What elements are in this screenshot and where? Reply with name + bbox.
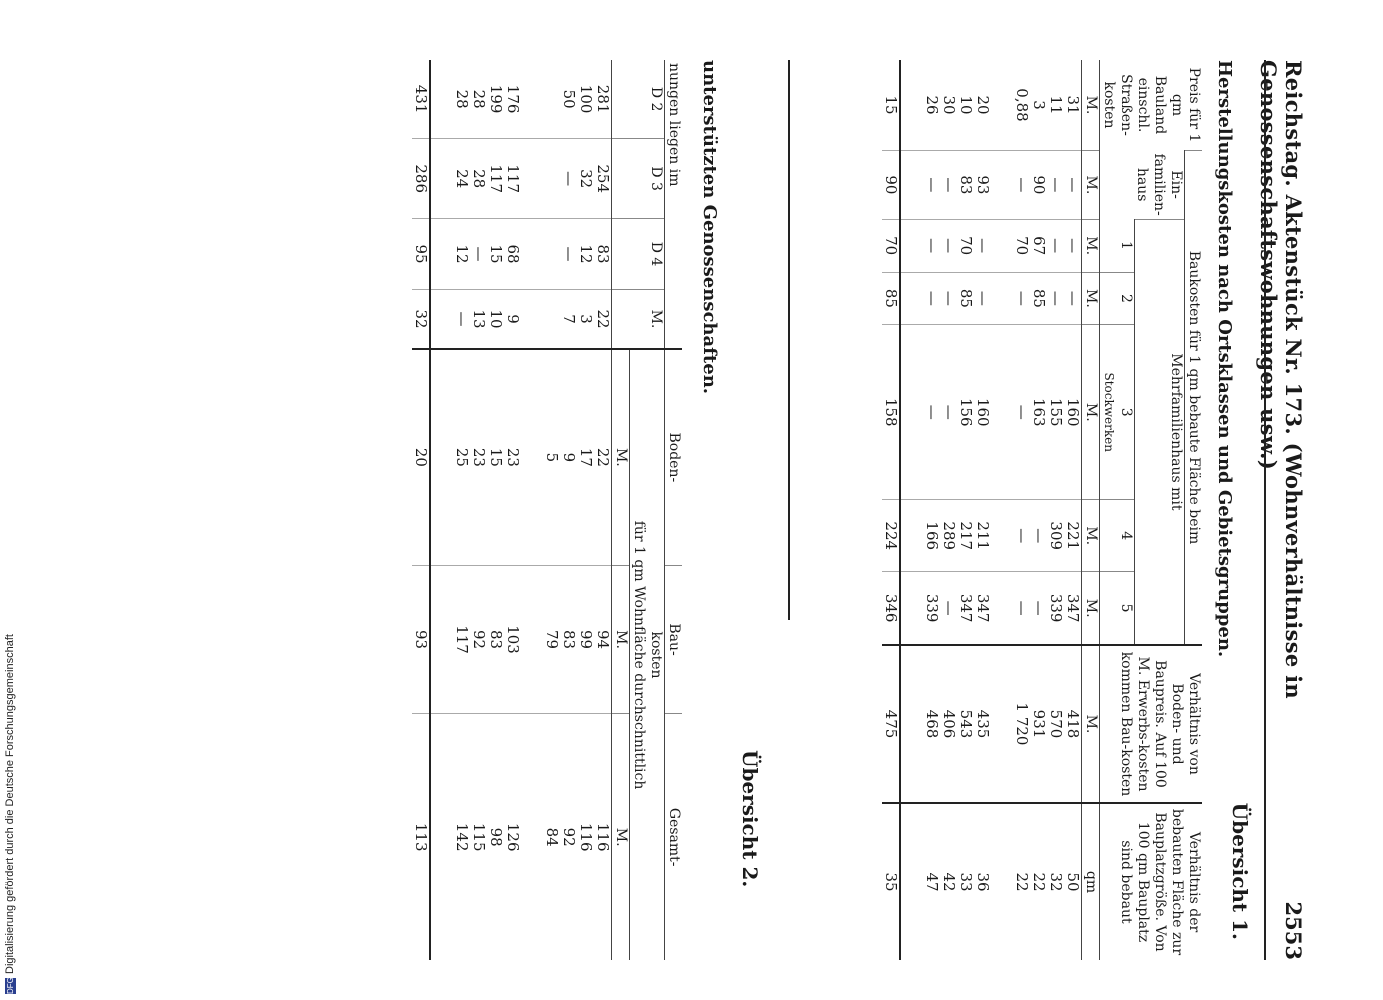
ov1-value: 42 [940, 872, 958, 892]
ov1-value: 67 [1030, 236, 1048, 256]
ov1-cell-f5 [882, 572, 900, 645]
ov2-value: 28 [453, 89, 471, 109]
ov2-group-row [412, 60, 430, 960]
ov2-cell-d3 [430, 139, 521, 219]
ov1-cell-price [882, 60, 900, 151]
col-floor-4: 4 [1100, 500, 1135, 572]
ov1-value: 289 [940, 521, 958, 551]
col-build-header: Bau- [665, 565, 683, 714]
ov1-cell-ratio [900, 645, 991, 803]
ov1-cell-price [991, 60, 1082, 151]
ov2-value: 126 [504, 822, 522, 852]
ov2-value: 23 [470, 447, 488, 467]
ov1-value: 22 [1013, 872, 1031, 892]
ov2-value: 9 [504, 314, 522, 324]
ov1-cell-f1 [991, 219, 1082, 272]
running-header [1256, 60, 1310, 960]
unit-price: M. [1082, 60, 1100, 151]
ov1-value: — [1064, 290, 1082, 306]
col-multi-family-header [1135, 219, 1185, 645]
ov2-cell-total [412, 714, 430, 960]
unit-single: M. [1082, 151, 1100, 220]
ov1-value: — [940, 290, 958, 306]
ov1-value: 20 [974, 95, 992, 115]
ov1-value: 22 [1030, 872, 1048, 892]
unit-total: M. [612, 714, 630, 960]
credit-text: Digitalisierung gefördert durch die Deutsche Forschungsgemeinschaft [4, 634, 16, 974]
col-price-header: Preis für 1 qm Bauland einschl. Straßen-kosten [1100, 60, 1203, 151]
ov1-cell-built [991, 803, 1082, 960]
ov1-value: 31 [1064, 95, 1082, 115]
ov2-value: 24 [453, 169, 471, 189]
ov1-cell-price [900, 60, 991, 151]
ov1-value: — [940, 600, 958, 616]
ov1-value: 163 [1030, 397, 1048, 427]
ov1-value: — [1047, 177, 1065, 193]
ov2-value: 5 [543, 452, 561, 463]
ov1-value: 406 [940, 709, 958, 739]
col-floor-3: 3 Stockwerken [1100, 325, 1135, 500]
ov2-value: 50 [560, 89, 578, 109]
ov2-value: 83 [560, 629, 578, 650]
ov2-cell-d2 [412, 60, 430, 139]
ov2-cell-d4 [430, 219, 521, 290]
ov2-cell-d4 [412, 219, 430, 290]
ov2-value: 92 [560, 827, 578, 847]
costs-label: kosten [648, 631, 664, 679]
ov2-value: 115 [470, 822, 488, 852]
ov1-cell-single [991, 151, 1082, 220]
col-lie-in-header: nungen liegen im [665, 60, 683, 349]
unit-f4: M. [1082, 500, 1100, 572]
ov1-value: — [923, 238, 941, 254]
rotated-page-content [130, 60, 1310, 960]
ov2-cell-m [412, 289, 430, 349]
unit-built: qm [1082, 803, 1100, 960]
ov2-value: 117 [453, 625, 471, 654]
ov1-value: — [940, 404, 958, 420]
ov1-value: — [923, 404, 941, 420]
ov1-value: 85 [882, 288, 900, 308]
ov1-value: 32 [1047, 872, 1065, 892]
page-number: 2553 [1281, 901, 1306, 960]
ov1-value: 70 [1013, 236, 1031, 256]
ov1-value: 70 [957, 236, 975, 256]
ov1-cell-f4 [991, 500, 1082, 572]
ov1-group-row [882, 60, 900, 960]
ov2-value: 286 [412, 164, 430, 193]
ov1-group-row [991, 60, 1082, 960]
ov1-cell-f1 [882, 219, 900, 272]
ov1-value: 85 [1030, 288, 1048, 308]
ov1-value: 90 [1030, 175, 1048, 195]
overview2-body [412, 60, 612, 960]
ov1-value: 10 [957, 95, 975, 115]
col-floor-2: 2 [1100, 272, 1135, 325]
ov1-value: 156 [957, 397, 975, 427]
ov2-value: 176 [504, 84, 522, 114]
ov1-value: 217 [957, 521, 975, 551]
unit-f3: M. [1082, 325, 1100, 500]
ov2-value: 10 [487, 309, 505, 329]
ov2-cell-build [521, 565, 612, 714]
ov1-value: — [1013, 177, 1031, 193]
overview2-table [412, 60, 682, 960]
ov2-cell-d2 [521, 60, 612, 139]
ov2-value: 100 [577, 84, 595, 114]
ov1-value: — [1047, 238, 1065, 254]
ov1-value: 3 [1030, 100, 1048, 110]
ov1-value: 155 [1047, 397, 1065, 427]
ov1-cell-ratio [991, 645, 1082, 803]
col-costs-header [630, 349, 665, 960]
ov1-cell-built [900, 803, 991, 960]
ov1-cell-f5 [900, 572, 991, 645]
ov1-value: 30 [940, 95, 958, 115]
ov2-value: 25 [453, 447, 471, 467]
ov1-cell-f4 [900, 500, 991, 572]
ov2-value: 68 [504, 244, 522, 264]
ov2-value: — [560, 246, 578, 262]
col-d3: D 3 [612, 139, 665, 219]
unit-ratio: M. [1082, 645, 1100, 803]
ov2-value: 117 [504, 164, 522, 193]
ov1-cell-f2 [900, 272, 991, 325]
ov2-value: 22 [594, 447, 612, 467]
ov2-value: 7 [560, 314, 578, 324]
col-d4: D 4 [612, 219, 665, 290]
ov1-value: 11 [1047, 95, 1065, 115]
ov1-value: 15 [882, 95, 900, 115]
ov2-group-row [430, 60, 521, 960]
ov1-value: 339 [1047, 593, 1065, 623]
header-title: Reichstag. Aktenstück Nr. 173. (Wohnverhältnisse in Genossenschaftswohnungen usw.) [1256, 60, 1306, 699]
ov1-value: 224 [882, 521, 900, 551]
ov1-value: 90 [882, 175, 900, 195]
ov2-value: — [560, 171, 578, 187]
unit-build: M. [612, 565, 630, 714]
ov2-value: 32 [412, 309, 430, 329]
overview1-body [882, 60, 1082, 960]
ov2-value: 83 [594, 244, 612, 264]
ov1-value: 85 [957, 288, 975, 308]
ov1-value: — [940, 177, 958, 193]
ov2-value: 116 [577, 822, 595, 852]
ov2-value: 17 [577, 447, 595, 467]
ov1-value: 211 [974, 521, 992, 551]
ov2-value: 28 [470, 89, 488, 109]
ov1-cell-f2 [991, 272, 1082, 325]
ov2-value: 28 [470, 169, 488, 189]
ov1-value: — [1013, 290, 1031, 306]
ov2-value: — [470, 246, 488, 262]
overview1-title: Herstellungskosten nach Ortsklassen und Gebietsgruppen. [1214, 60, 1235, 658]
ov1-value: — [1047, 290, 1065, 306]
ov2-value: 22 [594, 309, 612, 329]
ov1-value: 347 [1064, 593, 1082, 623]
ov2-cell-d4 [521, 219, 612, 290]
ov2-value: 9 [560, 452, 578, 463]
ov2-value: 94 [594, 629, 612, 650]
ov2-value: 12 [577, 244, 595, 264]
ov2-value: 99 [577, 629, 595, 650]
ov2-value: 254 [594, 164, 612, 193]
ov1-value: 47 [923, 872, 941, 892]
ov1-value: 70 [882, 236, 900, 256]
ov1-value: 221 [1064, 521, 1082, 551]
ov2-cell-d3 [521, 139, 612, 219]
unit-f5: M. [1082, 572, 1100, 645]
ov1-value: — [940, 238, 958, 254]
col-single-family-header: Ein-familien-haus [1100, 151, 1185, 220]
ov2-cell-land [412, 349, 430, 565]
ov1-value: 26 [923, 95, 941, 115]
ov1-value: — [1064, 238, 1082, 254]
ov1-value: 543 [957, 709, 975, 739]
ov1-value: 158 [882, 397, 900, 427]
ov2-value: 3 [577, 314, 595, 324]
ov1-value: — [1013, 600, 1031, 616]
per-qm-label: für 1 qm Wohnfläche durchschnittlich [631, 520, 647, 790]
ov2-value: 23 [504, 447, 522, 467]
ov1-group-row [900, 60, 991, 960]
ov1-cell-single [882, 151, 900, 220]
ov1-value: 309 [1047, 521, 1065, 551]
ov1-value: 0,88 [1013, 88, 1031, 122]
col-floor-1: 1 [1100, 219, 1135, 272]
multi-family-label: Mehrfamilienhaus mit [1168, 353, 1184, 511]
ov2-value: 103 [504, 625, 522, 654]
ov2-group-row [521, 60, 612, 960]
ov1-value: 339 [923, 593, 941, 623]
ov2-value: — [453, 311, 471, 327]
ov1-value: 93 [974, 175, 992, 195]
ov2-value: 142 [453, 822, 471, 852]
ov1-value: — [923, 177, 941, 193]
ov2-cell-m [521, 289, 612, 349]
ov2-cell-build [430, 565, 521, 714]
ov1-value: 35 [882, 872, 900, 892]
ov2-value: 12 [453, 244, 471, 264]
floors-label: Stockwerken [1102, 372, 1116, 452]
col-ratio-header: Verhältnis von Boden- und Baupreis. Auf 100 M. Erwerbs-kosten kommen Bau-kosten [1100, 645, 1203, 803]
ov2-value: 113 [412, 822, 430, 852]
ov1-value: 36 [974, 872, 992, 892]
ov1-value: — [974, 290, 992, 306]
ov2-cell-land [521, 349, 612, 565]
ov1-value: 160 [974, 397, 992, 427]
ov2-value: 95 [412, 244, 430, 264]
ov2-cell-d3 [412, 139, 430, 219]
ov1-value: 570 [1047, 709, 1065, 739]
digitization-credit [4, 574, 18, 994]
ov1-value: 418 [1064, 709, 1082, 739]
ov2-value: 98 [487, 827, 505, 847]
overview2-title: unterstützten Genossenschaften. [699, 60, 720, 395]
ov2-cell-total [430, 714, 521, 960]
dfg-logo-icon: DFG [5, 977, 15, 994]
ov2-value: 117 [487, 164, 505, 193]
ov1-cell-ratio [882, 645, 900, 803]
ov1-value: — [1030, 528, 1048, 544]
ov2-value: 431 [412, 84, 430, 114]
ov2-cell-m [430, 289, 521, 349]
ov1-value: 1 720 [1013, 702, 1031, 746]
ov2-value: 15 [487, 244, 505, 264]
col-m: M. [612, 289, 665, 349]
overview1-label: Übersicht 1. [1228, 802, 1252, 940]
ov1-cell-f1 [900, 219, 991, 272]
ov1-value: 475 [882, 709, 900, 739]
col-floor-5: 5 [1100, 572, 1135, 645]
ov1-value: — [974, 238, 992, 254]
ov2-value: 13 [470, 309, 488, 329]
ov1-cell-f3 [900, 325, 991, 500]
unit-f2: M. [1082, 272, 1100, 325]
ov2-value: 79 [543, 629, 561, 650]
ov1-value: 160 [1064, 397, 1082, 427]
ov1-value: — [1013, 404, 1031, 420]
unit-f1: M. [1082, 219, 1100, 272]
overview2-label: Übersicht 2. [738, 750, 762, 888]
ov1-value: 50 [1064, 872, 1082, 892]
ov2-value: 93 [412, 629, 430, 650]
ov2-value: 32 [577, 169, 595, 189]
ov2-cell-build [412, 565, 430, 714]
ov1-value: — [1064, 177, 1082, 193]
ov1-value: 33 [957, 872, 975, 892]
col-total-header: Gesamt- [665, 714, 683, 960]
ov2-value: 281 [594, 84, 612, 114]
col-land-header: Boden- [665, 349, 683, 565]
ov2-value: 92 [470, 629, 488, 650]
ov1-cell-f3 [991, 325, 1082, 500]
ov1-cell-f4 [882, 500, 900, 572]
ov1-cell-built [882, 803, 900, 960]
overview1-table [882, 60, 1202, 960]
ov1-value: 347 [974, 593, 992, 623]
ov1-cell-f2 [882, 272, 900, 325]
ov1-value: — [923, 290, 941, 306]
col-d2: D 2 [612, 60, 665, 139]
col-building-costs-header: Baukosten für 1 qm bebaute Fläche beim [1185, 151, 1203, 646]
ov2-value: 84 [543, 827, 561, 847]
ov2-value: 116 [594, 822, 612, 852]
ov1-value: 931 [1030, 709, 1048, 739]
ov1-cell-single [900, 151, 991, 220]
ov1-value: — [1030, 600, 1048, 616]
ov2-value: 83 [487, 629, 505, 650]
ov2-value: 20 [412, 447, 430, 467]
ov1-value: 347 [957, 593, 975, 623]
ov2-cell-d2 [430, 60, 521, 139]
section-rule [788, 60, 790, 620]
ov1-cell-f3 [882, 325, 900, 500]
ov1-value: 346 [882, 593, 900, 623]
unit-land: M. [612, 349, 630, 565]
ov1-value: 468 [923, 709, 941, 739]
header-rule [1264, 60, 1266, 960]
ov1-cell-f5 [991, 572, 1082, 645]
col-built-header: Verhältnis der bebauten Fläche zur Bauplatzgröße. Von 100 qm Bauplatz sind bebaut [1100, 803, 1203, 960]
ov2-cell-total [521, 714, 612, 960]
ov1-value: — [1013, 528, 1031, 544]
ov1-value: 435 [974, 709, 992, 739]
ov1-value: 83 [957, 175, 975, 195]
ov1-value: 166 [923, 521, 941, 551]
ov2-value: 15 [487, 447, 505, 467]
ov2-value: 199 [487, 84, 505, 114]
ov2-cell-land [430, 349, 521, 565]
